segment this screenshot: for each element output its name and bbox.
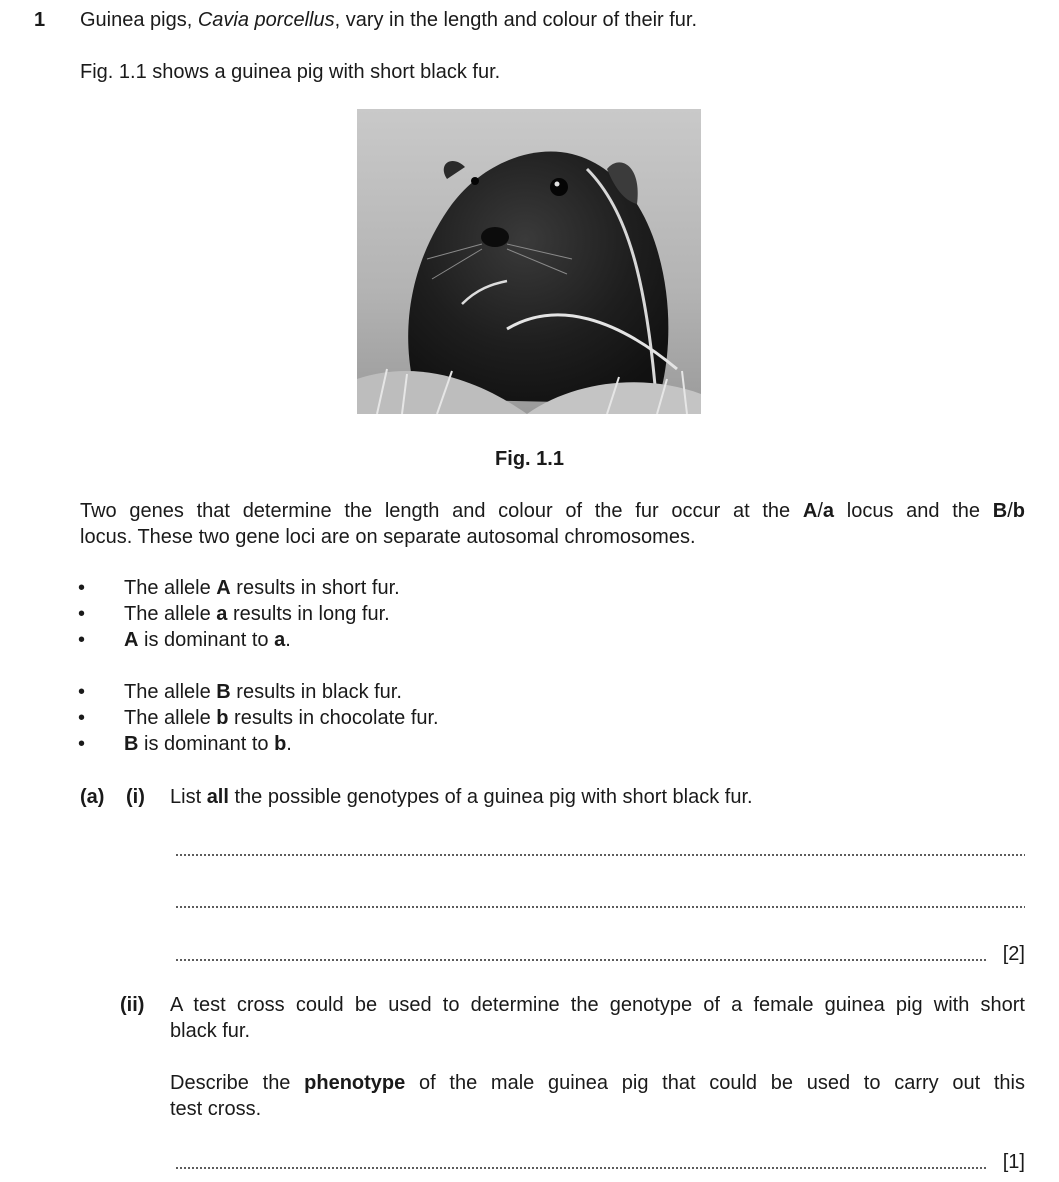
- bullet-icon: •: [78, 681, 86, 703]
- species-name: Cavia porcellus: [197, 9, 335, 31]
- bullet-allele-B: The allele B results in black fur.: [124, 681, 402, 703]
- bullet-allele-b: The allele b results in chocolate fur.: [124, 707, 439, 729]
- guinea-pig-photo: [357, 109, 701, 414]
- genes-paragraph-line2: locus. These two gene loci are on separate autosomal chromosomes.: [80, 526, 696, 548]
- intro-sentence: Guinea pigs, Cavia porcellus, vary in the length and colour of their fur.: [80, 9, 698, 31]
- part-a-i-label: (i): [126, 786, 145, 808]
- part-a-ii-line2: black fur.: [170, 1020, 251, 1042]
- answer-line-2[interactable]: [175, 906, 1025, 908]
- part-a-ii-describe: Describe the phenotype of the male guinea pig that could be used to carry out this: [170, 1072, 1025, 1094]
- bullet-allele-a: The allele a results in long fur.: [124, 603, 390, 625]
- marks-a-ii: [1]: [1002, 1151, 1025, 1173]
- bullet-icon: •: [78, 733, 86, 755]
- genes-paragraph-line1: Two genes that determine the length and colour of the fur occur at the A/a locus and the B/b: [80, 500, 1026, 522]
- part-a-ii-describe-line2: test cross.: [170, 1098, 262, 1120]
- answer-line-1[interactable]: [175, 854, 1025, 856]
- marks-a-i: [2]: [1002, 943, 1025, 965]
- bullet-allele-A: The allele A results in short fur.: [124, 577, 400, 599]
- answer-line-3[interactable]: [175, 959, 987, 961]
- question-number: 1: [34, 9, 46, 31]
- bullet-icon: •: [78, 707, 86, 729]
- bullet-dominance-A: A is dominant to a.: [124, 629, 291, 651]
- part-a-ii-label: (ii): [120, 994, 145, 1016]
- figure-caption: Fig. 1.1: [495, 448, 564, 470]
- part-a-i-question: List all the possible genotypes of a guinea pig with short black fur.: [170, 786, 753, 808]
- bullet-icon: •: [78, 629, 86, 651]
- bullet-dominance-B: B is dominant to b.: [124, 733, 292, 755]
- answer-line-4[interactable]: [175, 1167, 987, 1169]
- figure-reference: Fig. 1.1 shows a guinea pig with short black fur.: [80, 61, 501, 83]
- part-a-label: (a): [80, 786, 105, 808]
- part-a-ii-line1: A test cross could be used to determine the genotype of a female guinea pig with short: [170, 994, 1025, 1016]
- bullet-icon: •: [78, 603, 86, 625]
- bullet-icon: •: [78, 577, 86, 599]
